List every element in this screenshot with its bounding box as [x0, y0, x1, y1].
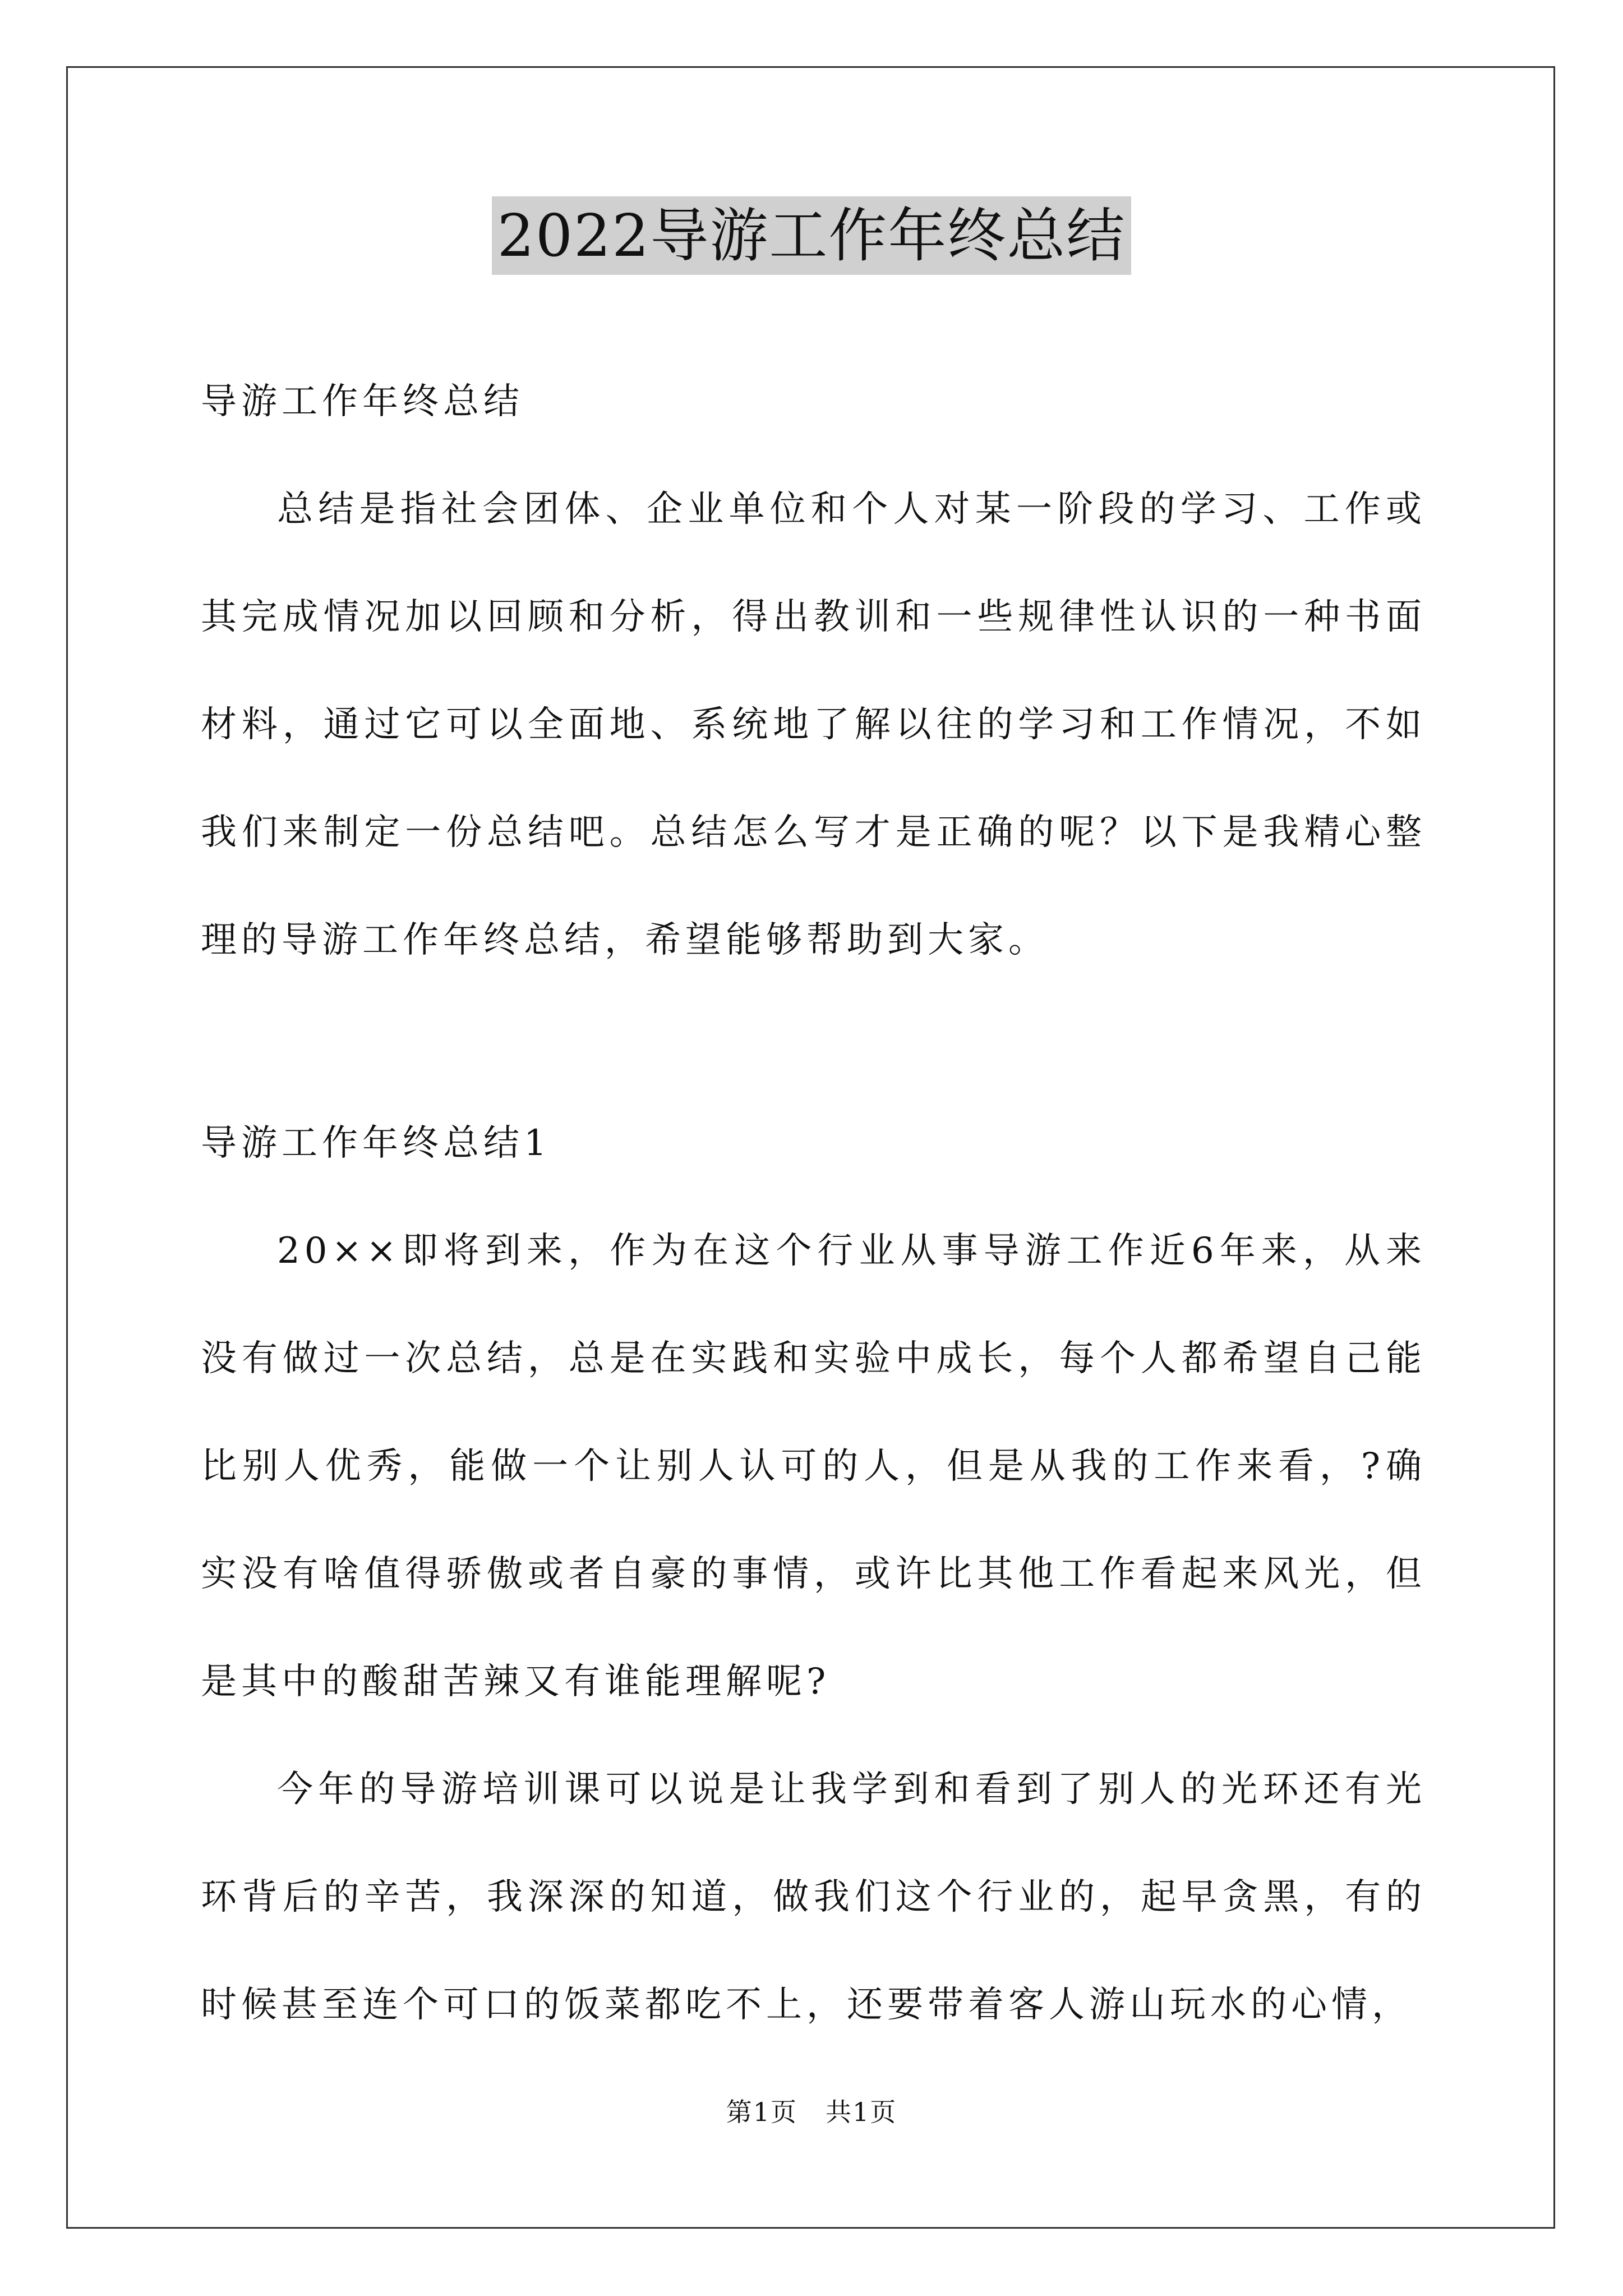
page-footer — [0, 2095, 1623, 2129]
body-paragraph: 今年的导游培训课可以说是让我学到和看到了别人的光环还有光环背后的辛苦，我深深的知道，做我们这个行业的，起早贪黑，有的时候甚至连个可口的饭菜都吃不上，还要带着客人游山玩水的心情， — [201, 1769, 1426, 2026]
page-total: 共1页 — [826, 2097, 897, 2127]
body-paragraph: 20××即将到来，作为在这个行业从事导游工作近6年来，从来没有做过一次总结，总是在实践和实验中成长，每个人都希望自己能比别人优秀，能做一个让别人认可的人，但是从我的工作来看，?确实没有啥值得骄傲或者自豪的事情，或许比其他工作看起来风光，但是其中的酸甜苦辣又有谁能理解呢? — [201, 1230, 1426, 1703]
intro-paragraph: 总结是指社会团体、企业单位和个人对某一阶段的学习、工作或其完成情况加以回顾和分析，得出教训和一些规律性认识的一种书面材料，通过它可以全面地、系统地了解以往的学习和工作情况，不如我们来制定一份总结吧。总结怎么写才是正确的呢？以下是我精心整理的导游工作年终总结，希望能够帮助到大家。 — [201, 489, 1426, 961]
section-heading: 导游工作年终总结 — [201, 381, 524, 422]
document-body — [201, 348, 1426, 2059]
page-number: 第1页 — [726, 2097, 797, 2127]
title-container — [0, 196, 1623, 275]
section-heading-1: 导游工作年终总结1 — [201, 1122, 551, 1164]
document-title: 2022导游工作年终总结 — [492, 196, 1132, 275]
